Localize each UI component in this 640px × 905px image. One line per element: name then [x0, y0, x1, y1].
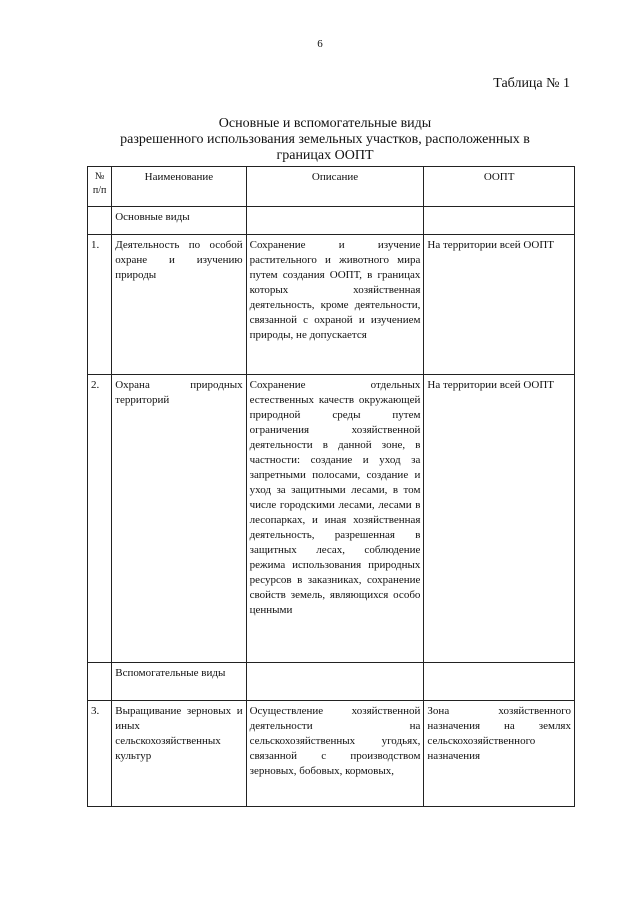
row-desc: Осуществление хозяйственной деятельности на сельскохозяйственных угодьях, связанной с производством зерновых, бобовых, кормовых, — [246, 701, 424, 807]
title-line-2: разрешенного использования земельных участков, расположенных в — [120, 132, 530, 147]
row-oopt: На территории всей ООПТ — [424, 375, 575, 663]
section-empty-cell — [246, 663, 424, 701]
section-empty-cell — [246, 207, 424, 235]
header-num: № п/п — [88, 167, 112, 207]
header-oopt: ООПТ — [424, 167, 575, 207]
row-oopt: На территории всей ООПТ — [424, 235, 575, 375]
row-name: Охрана природных территорий — [112, 375, 246, 663]
land-use-table — [87, 166, 575, 807]
section-empty-cell — [424, 663, 575, 701]
row-num: 2. — [88, 375, 112, 663]
document-title — [90, 116, 560, 164]
row-name: Деятельность по особой охране и изучению природы — [112, 235, 246, 375]
row-num: 1. — [88, 235, 112, 375]
table-row — [88, 235, 575, 375]
page-number: 6 — [317, 38, 323, 50]
table-row — [88, 375, 575, 663]
row-num: 3. — [88, 701, 112, 807]
section-main-label: Основные виды — [112, 207, 246, 235]
section-empty-cell — [88, 663, 112, 701]
section-empty-cell — [88, 207, 112, 235]
row-desc: Сохранение отдельных естественных качеств окружающей природной среды путем ограничения хозяйственной деятельности в данной зоне, в частности: создание и уход за запретными полосами, создание и уход за защитными лесами, в том числе городскими лесами, лесами в лесопарках, и иная хозяйственная деятельность, разрешенная в защитных лесах, соблюдение режима использования природных ресурсов в заказниках, сохранение свойств земель, являющихся особо ценными — [246, 375, 424, 663]
section-empty-cell — [424, 207, 575, 235]
row-oopt: Зона хозяйственного назначения на землях сельскохозяйственного назначения — [424, 701, 575, 807]
table-header-row — [88, 167, 575, 207]
row-name: Выращивание зерновых и иных сельскохозяйственных культур — [112, 701, 246, 807]
row-desc: Сохранение и изучение растительного и животного мира путем создания ООПТ, в границах которых хозяйственная деятельность, кроме деятельности, связанной с охраной и изучением природы, не допускается — [246, 235, 424, 375]
header-name: Наименование — [112, 167, 246, 207]
section-aux-label: Вспомогательные виды — [112, 663, 246, 701]
table-label: Таблица № 1 — [493, 76, 570, 91]
section-row-main — [88, 207, 575, 235]
title-line-1: Основные и вспомогательные виды — [218, 116, 432, 131]
title-line-3: границах ООПТ — [276, 148, 374, 163]
table-row — [88, 701, 575, 807]
section-row-aux — [88, 663, 575, 701]
header-desc: Описание — [246, 167, 424, 207]
